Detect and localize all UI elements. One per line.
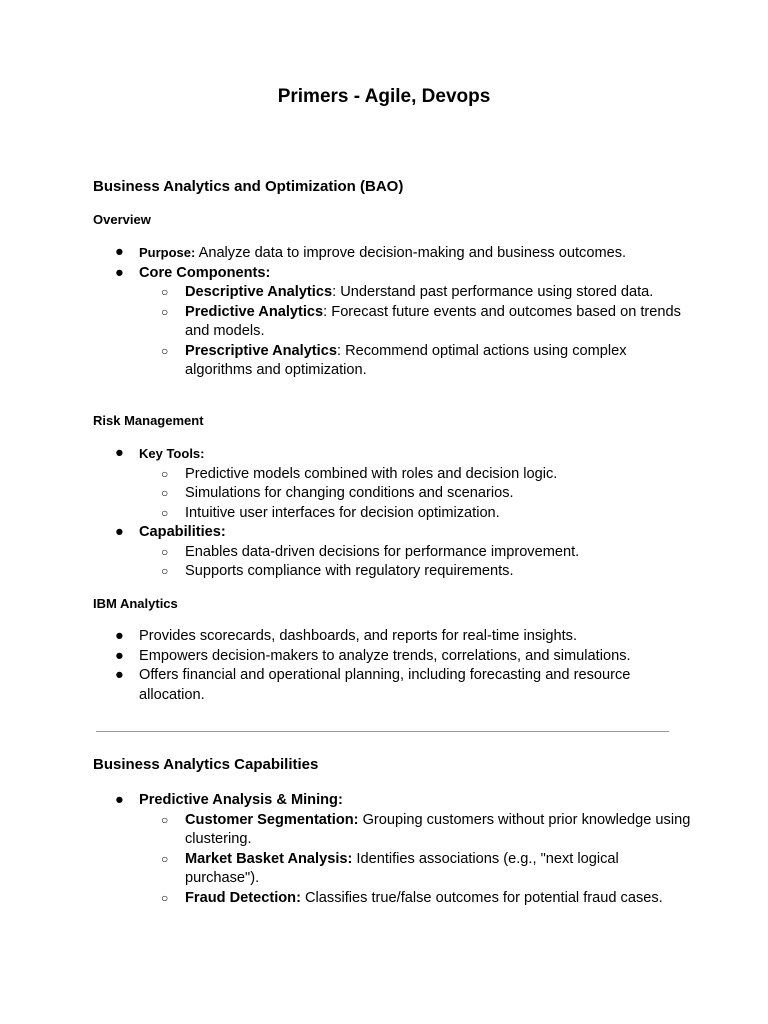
list-item-predictive [93, 303, 693, 342]
item-text: Classifies true/false outcomes for potential fraud cases. [300, 889, 663, 906]
list-item-purpose [93, 243, 693, 264]
item-text: : Recommend optimal actions using complex algorithms and optimization. [185, 342, 627, 378]
item-label: Key Tools: [139, 446, 205, 461]
item-label: Purpose: [139, 245, 196, 260]
section-heading-capabilities: Business Analytics Capabilities [93, 756, 319, 773]
circle-bullet-icon: ○ [161, 890, 169, 905]
bullet-icon: ● [115, 792, 124, 808]
list-item-prescriptive [93, 342, 693, 381]
item-text: : Understand past performance using stored data. [332, 284, 654, 300]
circle-bullet-icon: ○ [161, 544, 169, 559]
list-item-capability [93, 543, 693, 563]
item-text: Offers financial and operational planning, including forecasting and resource allocation. [139, 667, 631, 703]
list-item-tool [93, 465, 693, 485]
list-item-market-basket [93, 850, 693, 889]
list-item-predictive-mining [93, 791, 693, 811]
capabilities-list [93, 791, 693, 908]
circle-bullet-icon: ○ [161, 564, 169, 578]
circle-bullet-icon: ○ [161, 851, 169, 866]
item-text: Provides scorecards, dashboards, and reports for real-time insights. [139, 628, 578, 644]
list-item-ibm [93, 666, 693, 705]
list-item-core-components [93, 264, 693, 284]
item-label: Market Basket Analysis: [185, 850, 353, 867]
list-item-tool [93, 504, 693, 524]
item-text: Identifies associations (e.g., "next logical purchase"). [185, 850, 619, 886]
item-label: Descriptive Analytics [185, 284, 333, 300]
circle-bullet-icon: ○ [161, 343, 169, 358]
item-label: Prescriptive Analytics [185, 342, 337, 359]
list-item-key-tools [93, 444, 693, 465]
list-item-descriptive [93, 283, 693, 303]
circle-bullet-icon: ○ [161, 285, 169, 299]
list-item-fraud-detection [93, 889, 693, 909]
item-text: Predictive models combined with roles and decision logic. [185, 465, 558, 482]
item-label: Core Components: [139, 264, 271, 281]
item-label: Fraud Detection: [185, 889, 301, 906]
page-title: Primers - Agile, Devops [277, 86, 491, 107]
subheading-overview: Overview [93, 212, 151, 227]
list-item-capability [93, 562, 693, 582]
subheading-risk-management: Risk Management [93, 413, 204, 428]
item-text: Empowers decision-makers to analyze trends, correlations, and simulations. [139, 647, 631, 664]
item-label: Capabilities: [139, 524, 226, 540]
bullet-icon: ● [115, 524, 124, 540]
item-text: Intuitive user interfaces for decision optimization. [185, 504, 500, 521]
item-label: Customer Segmentation: [185, 811, 359, 828]
overview-list [93, 243, 693, 381]
horizontal-divider [96, 731, 669, 732]
item-text: : Forecast future events and outcomes based on trends and models. [185, 303, 681, 339]
section-heading-bao: Business Analytics and Optimization (BAO) [93, 178, 404, 195]
circle-bullet-icon: ○ [161, 466, 169, 481]
circle-bullet-icon: ○ [161, 304, 169, 319]
item-text: Grouping customers without prior knowledge using clustering. [185, 811, 691, 847]
subheading-ibm-analytics: IBM Analytics [93, 596, 178, 611]
list-item-ibm [93, 647, 693, 667]
item-label: Predictive Analysis & Mining: [139, 792, 343, 808]
ibm-list [93, 627, 693, 705]
bullet-icon: ● [115, 445, 124, 461]
bullet-icon: ● [115, 264, 124, 281]
item-text: Enables data-driven decisions for performance improvement. [185, 543, 580, 560]
bullet-icon: ● [115, 244, 124, 260]
list-item-tool [93, 484, 693, 504]
item-text: Simulations for changing conditions and scenarios. [185, 485, 514, 501]
list-item-capabilities [93, 523, 693, 543]
bullet-icon: ● [115, 647, 124, 664]
risk-list [93, 444, 693, 582]
list-item-customer-segmentation [93, 811, 693, 850]
circle-bullet-icon: ○ [161, 486, 169, 500]
list-item-ibm [93, 627, 693, 647]
item-label: Predictive Analytics [185, 303, 324, 320]
item-text: Supports compliance with regulatory requirements. [185, 563, 514, 579]
circle-bullet-icon: ○ [161, 505, 169, 520]
circle-bullet-icon: ○ [161, 812, 169, 827]
bullet-icon: ● [115, 667, 124, 683]
bullet-icon: ● [115, 628, 124, 644]
item-text: Analyze data to improve decision-making and business outcomes. [195, 245, 627, 261]
